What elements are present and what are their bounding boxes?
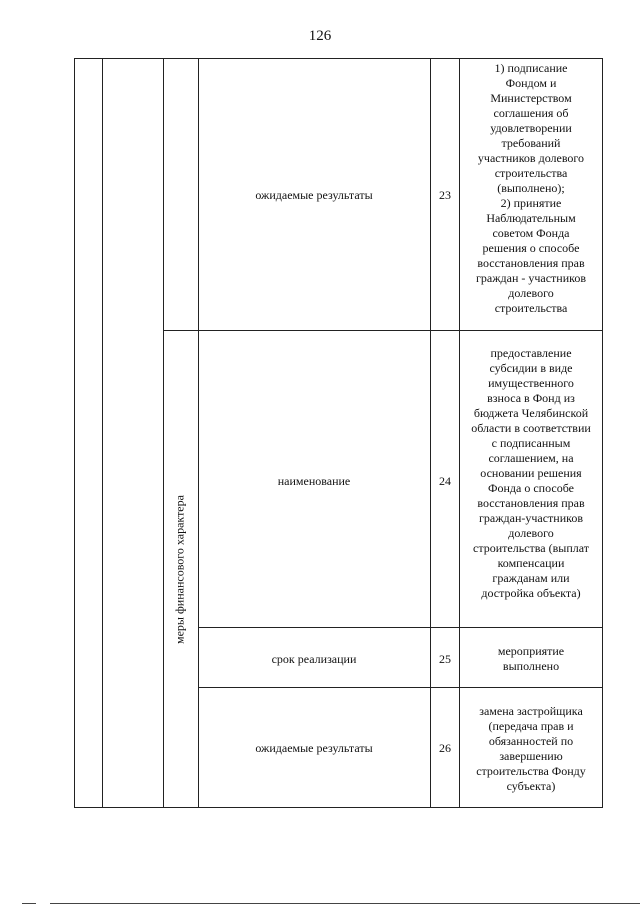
footer-rule	[50, 903, 640, 904]
row-number: 25	[439, 652, 451, 666]
footer-mark	[22, 903, 36, 904]
table-border-top	[74, 58, 603, 59]
row-divider	[198, 687, 603, 688]
table-divider	[198, 58, 199, 808]
row-value: мероприятие выполнено	[497, 644, 565, 673]
table-divider	[430, 58, 431, 808]
row-number: 23	[439, 188, 451, 202]
row-number: 26	[439, 741, 451, 755]
row-number: 24	[439, 474, 451, 488]
table-border-right	[602, 58, 603, 808]
row-name: срок реализации	[271, 652, 357, 666]
row-value: замена застройщика (передача прав и обязанностей по завершению строительства Фонду субъекта)	[476, 704, 586, 793]
table-border-bottom	[74, 807, 603, 808]
row-name: наименование	[277, 474, 351, 488]
row-value: предоставление субсидии в виде имущественного взноса в Фонд из бюджета Челябинской области в соответствии с подписанным соглашением, на основании решения Фонда о способе восстановления прав граждан-участников долевого строительства (выплат компенсации гражданам или достройка объекта)	[471, 346, 591, 600]
table-border-left	[74, 58, 75, 808]
row-divider	[163, 330, 603, 331]
table-divider	[163, 58, 164, 808]
row-value: 1) подписание Фондом и Министерством соглашения об удовлетворении требований участников долевого строительства (выполнено); 2) принятие Наблюдательным советом Фонда решения о способе восстановления прав граждан - участников долевого строительства	[475, 61, 587, 315]
row-name: ожидаемые результаты	[255, 188, 373, 202]
section-label: меры финансового характера	[172, 495, 187, 644]
page-number: 126	[308, 28, 332, 44]
row-divider	[198, 627, 603, 628]
row-name: ожидаемые результаты	[255, 741, 373, 755]
table-divider	[102, 58, 103, 808]
